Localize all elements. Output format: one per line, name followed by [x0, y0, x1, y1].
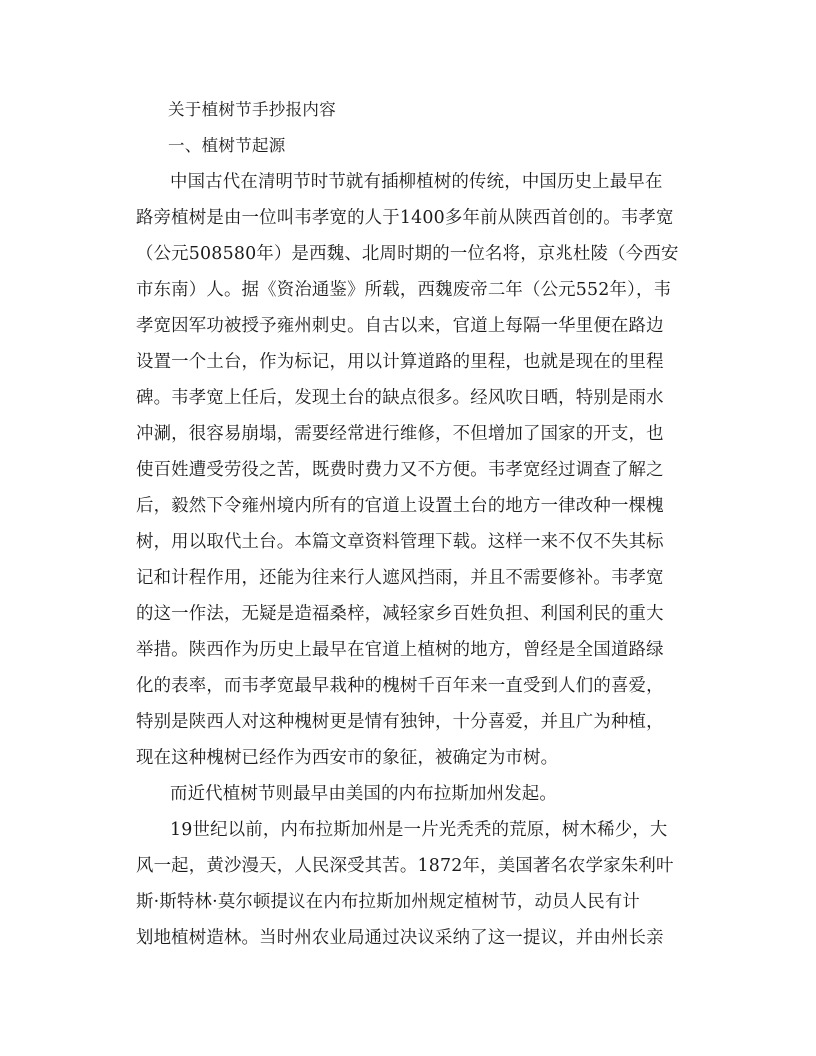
text-line: 孝宽因军功被授予雍州刺史。自古以来，官道上每隔一华里便在路边: [136, 316, 664, 336]
text-line: 而近代植树节则最早由美国的内布拉斯加州发起。: [170, 784, 557, 804]
paragraph-modern-origin: [136, 776, 684, 812]
text-line: 记和计程作用，还能为往来行人遮风挡雨，并且不需要修补。韦孝宽: [136, 568, 664, 588]
text-line: 风一起，黄沙漫天，人民深受其苦。1872年，美国著名农学家朱利叶: [136, 856, 674, 876]
text-line: 树，用以取代土台。本篇文章资料管理下载。这样一来不仅不失其标: [136, 532, 664, 552]
text-line: 19世纪以前，内布拉斯加州是一片光秃秃的荒原，树木稀少，大: [170, 820, 668, 840]
text-line: 使百姓遭受劳役之苦，既费时费力又不方便。韦孝宽经过调查了解之: [136, 460, 664, 480]
paragraph-nebraska: [136, 812, 684, 956]
text-line: 碑。韦孝宽上任后，发现土台的缺点很多。经风吹日晒，特别是雨水: [136, 388, 664, 408]
paragraph-origin-china: [136, 164, 684, 776]
text-line: 设置一个土台，作为标记，用以计算道路的里程，也就是现在的里程: [136, 352, 664, 372]
document-title: 关于植树节手抄报内容: [168, 100, 336, 119]
text-line: 市东南）人。据《资治通鉴》所载，西魏废帝二年（公元552年），韦: [136, 280, 672, 300]
text-line: （公元508580年）是西魏、北周时期的一位名将，京兆杜陵（今西安: [136, 244, 679, 264]
text-line: 化的表率，而韦孝宽最早栽种的槐树千百年来一直受到人们的喜爱，: [136, 676, 664, 696]
text-line: 路旁植树是由一位叫韦孝宽的人于1400多年前从陕西首创的。韦孝宽: [136, 208, 674, 228]
text-line: 中国古代在清明节时节就有插柳植树的传统，中国历史上最早在: [170, 172, 663, 192]
text-line: 特别是陕西人对这种槐树更是情有独钟，十分喜爱，并且广为种植，: [136, 712, 664, 732]
text-line: 举措。陕西作为历史上最早在官道上植树的地方，曾经是全国道路绿: [136, 640, 664, 660]
text-line: 冲涮，很容易崩塌，需要经常进行维修，不但增加了国家的开支，也: [136, 424, 664, 444]
text-line: 的这一作法，无疑是造福桑梓，减轻家乡百姓负担、利国利民的重大: [136, 604, 664, 624]
text-line: 划地植树造林。当时州农业局通过决议采纳了这一提议，并由州长亲: [136, 928, 664, 948]
document-body: [136, 92, 684, 956]
text-line: 现在这种槐树已经作为西安市的象征，被确定为市树。: [136, 748, 559, 768]
section-heading: 一、植树节起源: [168, 136, 286, 155]
text-line: 斯·斯特林·莫尔顿提议在内布拉斯加州规定植树节，动员人民有计: [136, 892, 640, 912]
text-line: 后，毅然下令雍州境内所有的官道上设置土台的地方一律改种一棵槐: [136, 496, 664, 516]
